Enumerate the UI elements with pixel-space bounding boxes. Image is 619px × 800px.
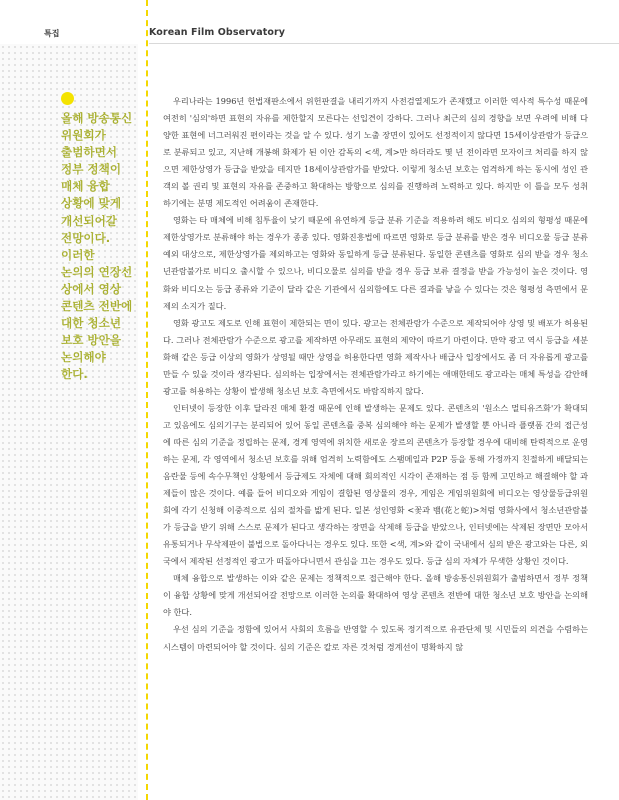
body-paragraph: 영화는 타 매체에 비해 침투율이 낮기 때문에 유연하게 등급 분류 기준을 적용하려 해도 비디오 심의의 형평성 때문에 제한상영가로 분류해야 하는 경우가 종종 있다. 영화진흥법에 따르면 영화로 등급 분류를 받은 경우 비디오물 등급 분류 예외 대상으로, 제한상영가를 제외하고는 영화와 동일하게 등급 분류된다. 동일한 콘텐츠를 영화로 심의 받을 경우 청소년관람불가로 비디오 출시할 수 있으나, 비디오물로 심의를 받을 경우 등급 보류 결정을 받을 가능성이 높은 것이다. 영화와 비디오는 등급 종류와 기준이 달라 같은 기관에서 심의함에도 다른 결과를 낳을 수 있다는 것은 형평성 측면에서 문제의 소지가 짙다.: [163, 215, 588, 311]
pull-quote-line: 이러한: [61, 247, 95, 262]
yellow-bullet-icon: [61, 92, 74, 105]
body-paragraph: 우선 심의 기준을 정함에 있어서 사회의 흐름을 반영할 수 있도록 정기적으로 유관단체 및 시민들의 의견을 수렴하는 시스템이 마련되어야 할 것이다. 심의 기준은 칼로 자른 것처럼 경계선이 명확하지 않: [163, 624, 588, 652]
page-header: [0, 0, 619, 44]
pull-quote-line: 매체 융합: [61, 179, 110, 194]
pull-quote-line: 개선되어갈: [61, 213, 117, 228]
pull-quote-line: 대한 청소년: [61, 316, 122, 331]
pull-quote-line: 위원회가: [61, 128, 106, 143]
section-tag: 특집: [44, 29, 60, 38]
pull-quote-line: 전망이다.: [61, 230, 111, 245]
pull-quote-line: 상황에 맞게: [61, 196, 122, 211]
journal-title: Korean Film Observatory: [149, 27, 286, 38]
body-paragraph: 영화 광고도 제도로 인해 표현이 제한되는 면이 있다. 광고는 전체관람가 수준으로 제작되어야 상영 및 배포가 허용된다. 그러나 전체관람가 수준으로 광고를 제작하면 아무래도 표현의 제약이 따르기 마련이다. 만약 광고 역시 등급을 세분화해 같은 등급 이상의 영화가 상영될 때만 상영을 허용한다면 영화 제작사나 배급사 입장에서도 좀 더 자유롭게 광고를 만들 수 있을 것이라 생각된다. 심의하는 입장에서는 전체관람가라고 하기에는 애매한데도 광고라는 매체 특성을 감안해 광고를 허용하는 상황이 발생해 청소년 보호 측면에서도 바람직하지 않다.: [163, 317, 588, 396]
header-divider: [149, 43, 619, 44]
pull-quote-line: 올해 방송통신: [61, 111, 133, 125]
pull-quote-line: 상에서 영상: [61, 281, 122, 296]
pull-quote-line: 출범하면서: [61, 145, 117, 160]
pull-quote-line: 논의해야: [61, 350, 106, 365]
pull-quote-line: 콘텐츠 전반에: [61, 299, 133, 314]
body-paragraph: 인터넷이 등장한 이후 달라진 매체 환경 때문에 인해 발생하는 문제도 있다. 콘텐츠의 '원소스 멀티유즈화'가 확대되고 있음에도 심의기구는 분리되어 있어 동일 콘텐츠를 중복 심의해야 하는 문제가 발생할 뿐 아니라 플랫폼 간의 접근성에 따른 심의 기준을 정립하는 문제, 경계 영역에 위치한 새로운 장르의 콘텐츠가 등장할 경우에 대비해 탄력적으로 운영하는 문제, 각 영역에서 청소년 보호를 위해 엄격히 노력함에도 스팸메일과 P2P 등을 통해 가정까지 친절하게 배달되는 음란물 등에 속수무책인 상황에서 등급제도 자체에 대해 회의적인 시각이 존재하는 점 등 함께 고민하고 해결해야 할 과제들이 많은 것이다. 예를 들어 비디오와 게임이 결합된 영상물의 경우, 게임은 게임위원회에 비디오는 영상물등급위원회에 각기 신청해 이중적으로 심의 절차를 밟게 된다. 일본 성인영화 <꽃과 뱀(花と蛇)>처럼 영화사에서 청소년관람불가 등급을 받기 위해 스스로 문제가 된다고 생각하는 장면을 삭제해 등급을 받았으나, 인터넷에는 삭제된 장면만 모아서 유통되거나 무삭제판이 불법으로 돌아다니는 경우도 있다. 또한 <색, 계>와 같이 국내에서 심의 받은 광고와는 다른, 외국에서 제작된 선정적인 광고가 떠돌아다니면서 관심을 끄는 경우도 있다. 등급 심의 자체가 무색한 상황인 것이다.: [163, 402, 588, 567]
pull-quote-line: 한다.: [61, 367, 88, 382]
body-paragraph: 우리나라는 1996년 헌법재판소에서 위헌판결을 내리기까지 사전검열제도가 존재했고 이러한 역사적 특수성 때문에 여전히 '심의'하면 표현의 자유를 제한할지 모른다는 선입견이 강하다. 그러나 최근의 심의 경향을 보면 우려에 비해 다양한 표현에 너그러워진 편이라는 것을 알 수 있다. 성기 노출 장면이 있어도 선정적이지 않다면 15세이상관람가 등급으로 분류되고 있고, 지난해 개봉해 화제가 된 이안 감독의 <색, 계>만 하더라도 몇 년 전이라면 모자이크 처리를 하지 않으면 제한상영가 등급을 받았을 테지만 18세이상관람가를 받았다. 이렇게 청소년 보호는 엄격하게 하는 동시에 성인 관객의 볼 권리 및 표현의 자유를 존중하고 확대하는 방향으로 심의를 진행하려 노력하고 있다. 하지만 이 틀을 모두 성취하기에는 분명 제도적인 어려움이 존재한다.: [163, 96, 588, 209]
pull-quote-line: 논의의 연장선: [61, 264, 133, 279]
body-paragraph: 매체 융합으로 발생하는 이와 같은 문제는 정책적으로 접근해야 한다. 올해 방송통신위원회가 출범하면서 정부 정책이 융합 상황에 맞게 개선되어갈 전망으로 이러한 논의를 확대하여 영상 콘텐츠 전반에 대한 청소년 보호 방안을 논의해야 한다.: [163, 573, 588, 618]
pull-quote-line: 정부 정책이: [61, 162, 122, 177]
yellow-dashed-divider: [146, 0, 148, 800]
pull-quote: [61, 110, 145, 384]
article-body: [163, 93, 588, 656]
pull-quote-line: 보호 방안을: [61, 333, 122, 348]
